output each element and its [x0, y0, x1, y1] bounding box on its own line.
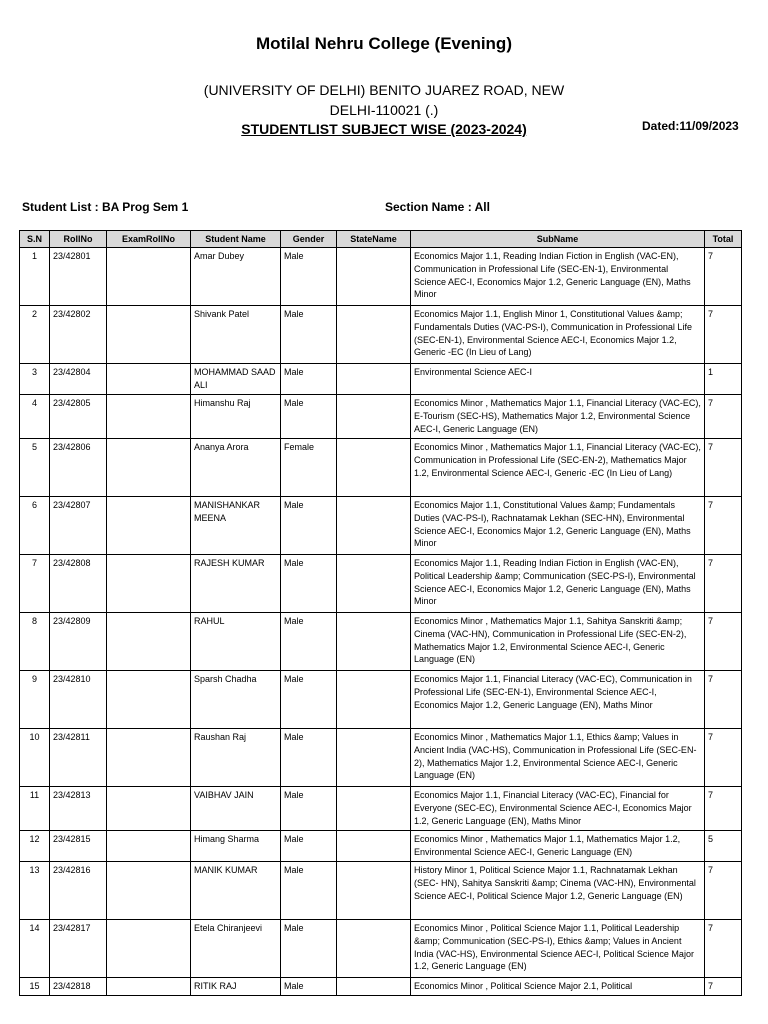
- table-cell-subname: Economics Minor , Political Science Major 1.1, Political Leadership &amp; Communication (SEC-PS-I), Ethics &amp; Values in Ancient India (VAC-HS), Environmental Science AEC-I, Political Science Major 1.2, Generic Language (EN): [411, 920, 705, 978]
- table-cell-student-name: Ananya Arora: [191, 439, 281, 497]
- table-row: [20, 787, 742, 831]
- table-cell-subname: Economics Major 1.1, Constitutional Values &amp; Fundamentals Duties (VAC-PS-I), Rachnatamak Lekhan (SEC-HN), Environmental Science AEC-I, Economics Major 1.2, Generic Language (EN), Maths Minor: [411, 497, 705, 555]
- table-cell-total: 7: [705, 920, 742, 978]
- table-cell-student-name: RAJESH KUMAR: [191, 555, 281, 613]
- table-cell-gender: Male: [281, 671, 337, 729]
- table-row: [20, 729, 742, 787]
- table-cell-examrollno: [107, 497, 191, 555]
- table-cell-subname: Economics Minor , Political Science Major 2.1, Political: [411, 978, 705, 996]
- table-cell-gender: Male: [281, 729, 337, 787]
- table-cell-subname: Environmental Science AEC-I: [411, 364, 705, 395]
- table-cell-subname: Economics Minor , Mathematics Major 1.1, Financial Literacy (VAC-EC), E-Tourism (SEC-HS), Mathematics Major 1.2, Environmental Science AEC-I, Generic Language (EN): [411, 395, 705, 439]
- table-cell-examrollno: [107, 395, 191, 439]
- table-cell-rollno: 23/42802: [50, 306, 107, 364]
- table-cell-sn: 6: [20, 497, 50, 555]
- section-name-label: Section Name : All: [385, 200, 490, 214]
- table-cell-subname: Economics Major 1.1, English Minor 1, Constitutional Values &amp; Fundamentals Duties (VAC-PS-I), Communication in Professional Life (SEC-EN-1), Environmental Science AEC-I, Economics Major 1.2, Generic -EC (In Lieu of Lang): [411, 306, 705, 364]
- table-cell-examrollno: [107, 920, 191, 978]
- table-cell-statename: [337, 862, 411, 920]
- table-cell-sn: 13: [20, 862, 50, 920]
- table-cell-sn: 2: [20, 306, 50, 364]
- table-cell-student-name: Himang Sharma: [191, 831, 281, 862]
- table-cell-sn: 1: [20, 248, 50, 306]
- table-cell-statename: [337, 920, 411, 978]
- table-cell-rollno: 23/42811: [50, 729, 107, 787]
- table-cell-statename: [337, 787, 411, 831]
- column-header-examrollno: ExamRollNo: [107, 231, 191, 248]
- table-cell-gender: Male: [281, 787, 337, 831]
- college-address: [0, 80, 768, 120]
- table-row: [20, 248, 742, 306]
- table-row: [20, 920, 742, 978]
- table-row: [20, 306, 742, 364]
- table-cell-subname: Economics Minor , Mathematics Major 1.1, Mathematics Major 1.2, Environmental Science AEC-I, Generic Language (EN): [411, 831, 705, 862]
- table-cell-subname: History Minor 1, Political Science Major 1.1, Rachnatamak Lekhan (SEC- HN), Sahitya Sanskriti &amp; Cinema (VAC-HN), Environmental Science AEC-I, Political Science Major 1.2, Generic Language (EN): [411, 862, 705, 920]
- table-cell-gender: Male: [281, 497, 337, 555]
- table-cell-rollno: 23/42816: [50, 862, 107, 920]
- table-cell-examrollno: [107, 364, 191, 395]
- table-cell-subname: Economics Major 1.1, Financial Literacy (VAC-EC), Financial for Everyone (SEC-EC), Environmental Science AEC-I, Economics Major 1.2, Generic Language (EN), Maths Minor: [411, 787, 705, 831]
- table-cell-subname: Economics Major 1.1, Reading Indian Fiction in English (VAC-EN), Communication in Professional Life (SEC-EN-1), Environmental Science AEC-I, Economics Major 1.2, Generic Language (EN), Maths Minor: [411, 248, 705, 306]
- column-header-sn: S.N: [20, 231, 50, 248]
- table-cell-statename: [337, 671, 411, 729]
- address-line-2: DELHI-110021 (.): [329, 102, 439, 118]
- table-cell-examrollno: [107, 555, 191, 613]
- table-cell-gender: Male: [281, 364, 337, 395]
- table-cell-rollno: 23/42818: [50, 978, 107, 996]
- column-header-student-name: Student Name: [191, 231, 281, 248]
- table-cell-rollno: 23/42808: [50, 555, 107, 613]
- table-cell-rollno: 23/42817: [50, 920, 107, 978]
- table-cell-gender: Male: [281, 395, 337, 439]
- table-cell-statename: [337, 248, 411, 306]
- table-cell-student-name: Raushan Raj: [191, 729, 281, 787]
- table-cell-examrollno: [107, 831, 191, 862]
- table-cell-rollno: 23/42815: [50, 831, 107, 862]
- table-cell-student-name: Shivank Patel: [191, 306, 281, 364]
- column-header-gender: Gender: [281, 231, 337, 248]
- table-header-row: [20, 231, 742, 248]
- table-row: [20, 497, 742, 555]
- table-row: [20, 671, 742, 729]
- table-cell-sn: 10: [20, 729, 50, 787]
- table-cell-examrollno: [107, 862, 191, 920]
- table-cell-statename: [337, 395, 411, 439]
- table-cell-gender: Male: [281, 831, 337, 862]
- table-cell-subname: Economics Minor , Mathematics Major 1.1, Sahitya Sanskriti &amp; Cinema (VAC-HN), Communication in Professional Life (SEC-EN-2), Mathematics Major 1.2, Environmental Science AEC-I, Generic Language (EN): [411, 613, 705, 671]
- table-cell-sn: 3: [20, 364, 50, 395]
- table-cell-examrollno: [107, 671, 191, 729]
- table-cell-student-name: RITIK RAJ: [191, 978, 281, 996]
- table-cell-sn: 8: [20, 613, 50, 671]
- table-cell-gender: Male: [281, 920, 337, 978]
- table-row: [20, 395, 742, 439]
- table-cell-student-name: MOHAMMAD SAAD ALI: [191, 364, 281, 395]
- table-cell-student-name: Himanshu Raj: [191, 395, 281, 439]
- table-cell-total: 7: [705, 613, 742, 671]
- table-cell-total: 7: [705, 671, 742, 729]
- table-cell-subname: Economics Major 1.1, Financial Literacy (VAC-EC), Communication in Professional Life (SEC-EN-1), Environmental Science AEC-I, Economics Major 1.2, Generic Language (EN), Maths Minor: [411, 671, 705, 729]
- table-cell-sn: 11: [20, 787, 50, 831]
- table-cell-sn: 9: [20, 671, 50, 729]
- table-cell-gender: Male: [281, 862, 337, 920]
- table-cell-total: 7: [705, 555, 742, 613]
- address-line-1: (UNIVERSITY OF DELHI) BENITO JUAREZ ROAD, NEW: [203, 82, 565, 98]
- table-cell-subname: Economics Minor , Mathematics Major 1.1, Ethics &amp; Values in Ancient India (VAC-HS), Communication in Professional Life (SEC-EN-2), Mathematics Major 1.2, Environmental Science AEC-I, Generic Language (EN): [411, 729, 705, 787]
- table-cell-sn: 5: [20, 439, 50, 497]
- table-cell-rollno: 23/42806: [50, 439, 107, 497]
- table-cell-examrollno: [107, 306, 191, 364]
- table-cell-statename: [337, 978, 411, 996]
- table-cell-examrollno: [107, 787, 191, 831]
- table-row: [20, 862, 742, 920]
- table-cell-total: 7: [705, 862, 742, 920]
- table-cell-statename: [337, 555, 411, 613]
- table-cell-student-name: RAHUL: [191, 613, 281, 671]
- table-cell-total: 5: [705, 831, 742, 862]
- table-cell-rollno: 23/42810: [50, 671, 107, 729]
- table-cell-gender: Male: [281, 613, 337, 671]
- table-cell-rollno: 23/42804: [50, 364, 107, 395]
- table-cell-statename: [337, 729, 411, 787]
- list-title: STUDENTLIST SUBJECT WISE (2023-2024): [241, 121, 527, 137]
- table-cell-statename: [337, 439, 411, 497]
- table-cell-total: 7: [705, 439, 742, 497]
- dated-label: Dated:11/09/2023: [642, 119, 739, 133]
- table-cell-total: 7: [705, 395, 742, 439]
- table-cell-rollno: 23/42813: [50, 787, 107, 831]
- table-cell-statename: [337, 306, 411, 364]
- table-cell-gender: Male: [281, 306, 337, 364]
- table-cell-sn: 12: [20, 831, 50, 862]
- table-cell-total: 7: [705, 497, 742, 555]
- table-cell-total: 7: [705, 306, 742, 364]
- table-cell-examrollno: [107, 613, 191, 671]
- table-cell-student-name: Sparsh Chadha: [191, 671, 281, 729]
- table-cell-student-name: Amar Dubey: [191, 248, 281, 306]
- table-cell-gender: Female: [281, 439, 337, 497]
- table-cell-rollno: 23/42809: [50, 613, 107, 671]
- column-header-subname: SubName: [411, 231, 705, 248]
- table-cell-gender: Male: [281, 555, 337, 613]
- student-list-label: Student List : BA Prog Sem 1: [22, 200, 189, 214]
- table-cell-gender: Male: [281, 248, 337, 306]
- table-cell-student-name: MANISHANKAR MEENA: [191, 497, 281, 555]
- table-cell-examrollno: [107, 729, 191, 787]
- table-cell-statename: [337, 831, 411, 862]
- student-table: [19, 230, 742, 996]
- column-header-statename: StateName: [337, 231, 411, 248]
- table-cell-sn: 14: [20, 920, 50, 978]
- table-cell-examrollno: [107, 439, 191, 497]
- table-cell-total: 7: [705, 978, 742, 996]
- table-row: [20, 831, 742, 862]
- table-cell-sn: 4: [20, 395, 50, 439]
- table-row: [20, 364, 742, 395]
- table-cell-statename: [337, 613, 411, 671]
- table-row: [20, 439, 742, 497]
- table-cell-student-name: VAIBHAV JAIN: [191, 787, 281, 831]
- table-cell-rollno: 23/42801: [50, 248, 107, 306]
- table-row: [20, 613, 742, 671]
- table-cell-student-name: MANIK KUMAR: [191, 862, 281, 920]
- table-cell-statename: [337, 497, 411, 555]
- table-row: [20, 555, 742, 613]
- table-cell-rollno: 23/42807: [50, 497, 107, 555]
- college-title: Motilal Nehru College (Evening): [256, 34, 512, 53]
- table-cell-student-name: Etela Chiranjeevi: [191, 920, 281, 978]
- table-cell-gender: Male: [281, 978, 337, 996]
- table-cell-examrollno: [107, 248, 191, 306]
- table-cell-total: 7: [705, 787, 742, 831]
- table-cell-statename: [337, 364, 411, 395]
- table-cell-sn: 7: [20, 555, 50, 613]
- column-header-total: Total: [705, 231, 742, 248]
- table-cell-sn: 15: [20, 978, 50, 996]
- table-cell-total: 1: [705, 364, 742, 395]
- table-row: [20, 978, 742, 996]
- table-cell-rollno: 23/42805: [50, 395, 107, 439]
- column-header-rollno: RollNo: [50, 231, 107, 248]
- table-cell-total: 7: [705, 729, 742, 787]
- table-cell-subname: Economics Minor , Mathematics Major 1.1, Financial Literacy (VAC-EC), Communication in Professional Life (SEC-EN-2), Mathematics Major 1.2, Environmental Science AEC-I, Generic -EC (In Lieu of Lang): [411, 439, 705, 497]
- table-cell-total: 7: [705, 248, 742, 306]
- table-cell-subname: Economics Major 1.1, Reading Indian Fiction in English (VAC-EN), Political Leadership &amp; Communication (SEC-PS-I), Environmental Science AEC-I, Economics Major 1.2, Generic Language (EN), Maths Minor: [411, 555, 705, 613]
- table-cell-examrollno: [107, 978, 191, 996]
